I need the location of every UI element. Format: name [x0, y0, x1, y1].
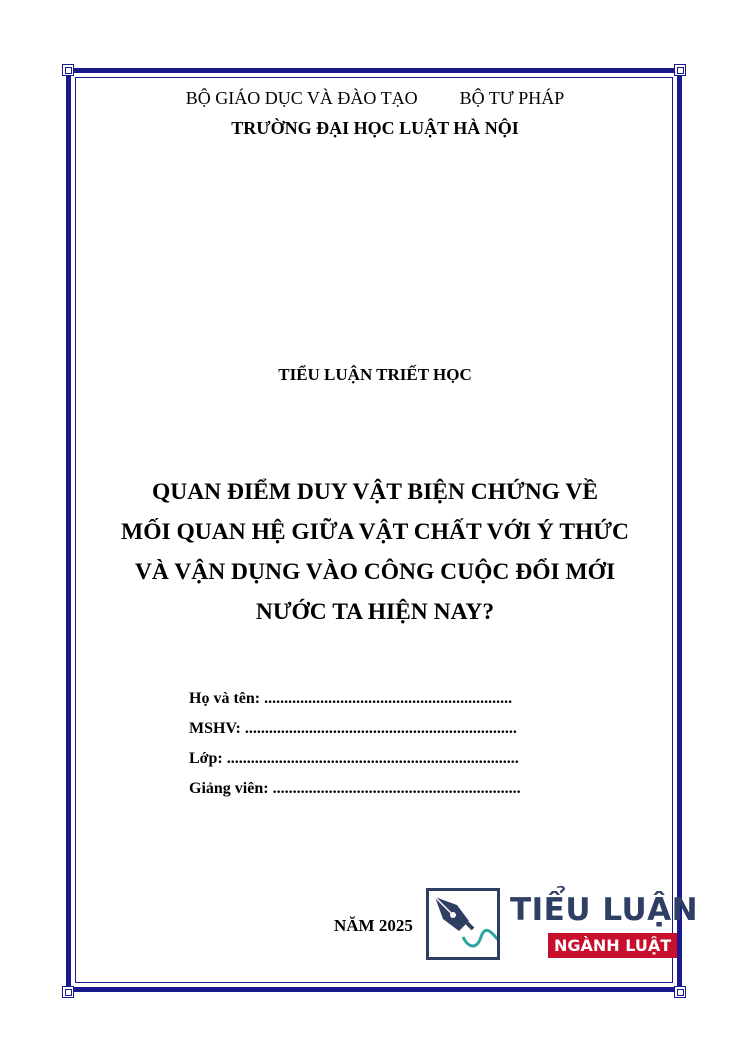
lecturer-field: Giảng viên: ..............................................................: [189, 780, 521, 797]
document-subject: TIỂU LUẬN TRIẾT HỌC: [278, 365, 472, 384]
title-line: MỐI QUAN HỆ GIỮA VẬT CHẤT VỚI Ý THỨC: [121, 519, 629, 545]
university-name: TRƯỜNG ĐẠI HỌC LUẬT HÀ NỘI: [231, 118, 519, 138]
student-info: [189, 684, 521, 804]
document-title: [0, 472, 750, 632]
ministry-justice: BỘ TƯ PHÁP: [459, 88, 565, 108]
name-field: Họ và tên: ..............................................................: [189, 690, 513, 707]
border-corner-top-left: [62, 64, 74, 76]
ministry-header: [0, 88, 750, 109]
student-id-field: MSHV: ....................................................................: [189, 720, 517, 737]
year-label: NĂM 2025: [334, 916, 413, 935]
title-line: VÀ VẬN DỤNG VÀO CÔNG CUỘC ĐỔI MỚI: [134, 559, 616, 585]
logo-subtitle: NGÀNH LUẬT: [548, 933, 677, 958]
border-corner-bottom-left: [62, 986, 74, 998]
logo-title: TIỂU LUẬN: [510, 892, 699, 928]
pen-nib-icon: [429, 891, 497, 957]
title-line: QUAN ĐIỂM DUY VẬT BIỆN CHỨNG VỀ: [151, 479, 599, 505]
ministry-education: BỘ GIÁO DỤC VÀ ĐÀO TẠO: [185, 88, 418, 108]
class-field: Lớp: .........................................................................: [189, 750, 519, 767]
border-corner-bottom-right: [674, 986, 686, 998]
logo: [426, 888, 699, 968]
logo-box: [426, 888, 500, 960]
title-line: NƯỚC TA HIỆN NAY?: [255, 599, 495, 625]
border-corner-top-right: [674, 64, 686, 76]
